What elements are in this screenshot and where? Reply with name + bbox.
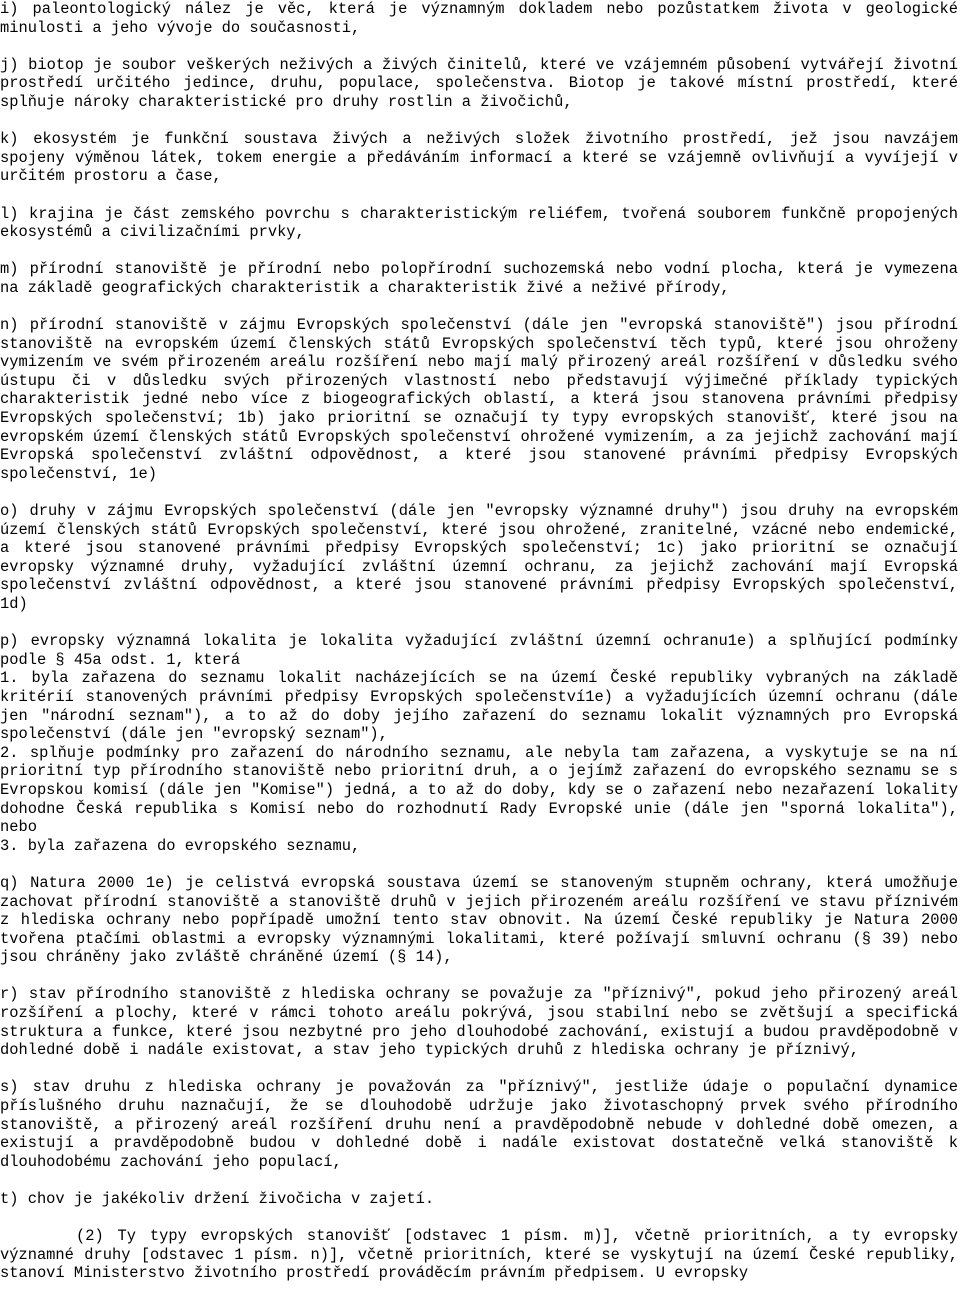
paragraph-s: s) stav druhu z hlediska ochrany je považován za "příznivý", jestliže údaje o populační dynamice příslušného druhu naznačují, že se dlouhodobě udržuje jako životaschopný prvek svého přírodního stanoviště, a přirozený areál rozšíření druhu není a pravděpodobně nebude v dohledné době omezen, a existují a pravděpodobně budou v dohledné době i nadále existovat dostatečně velká stanoviště k dlouhodobému zachování jeho populací, <box>0 1078 958 1171</box>
paragraph-gap <box>0 1171 958 1190</box>
paragraph-o: o) druhy v zájmu Evropských společenství (dále jen "evropsky významné druhy") jsou druhy na evropském území členských států Evropských společenství, které jsou ohrožené, zranitelné, vzácné nebo endemické, a které jsou stanovené právními předpisy Evropských společenství; 1c) jako prioritní se označují evropsky významné druhy, vyžadující zvláštní územní ochranu, za jejichž zachování mají Evropská společenství zvláštní odpovědnost, a které jsou stanovené právními předpisy Evropských společenství, 1d) <box>0 502 958 613</box>
paragraph-p-item-1: 1. byla zařazena do seznamu lokalit nacházejících se na území České republiky vybraných na základě kritérií stanovených právními předpisy Evropských společenství1e) a vyžadujících územní ochranu (dále jen "národní seznam"), a to až do doby jejího zařazení do seznamu lokalit významných pro Evropská společenství (dále jen "evropský seznam"), <box>0 669 958 744</box>
paragraph-p-item-2: 2. splňuje podmínky pro zařazení do národního seznamu, ale nebyla tam zařazena, a vyskytuje se na ní prioritní typ přírodního stanoviště nebo prioritní druh, a o jejímž zařazení do evropského seznamu se s Evropskou komisí (dále jen "Komise") jedná, a to až do doby, kdy se o zařazení nebo nezařazení lokality dohodne Česká republika s Komisí nebo do rozhodnutí Rady Evropské unie (dále jen "sporná lokalita"), nebo <box>0 743 958 837</box>
paragraph-gap <box>0 1209 958 1228</box>
paragraph-gap <box>0 614 958 633</box>
paragraph-gap <box>0 855 958 874</box>
paragraph-r: r) stav přírodního stanoviště z hlediska ochrany se považuje za "příznivý", pokud jeho přirozený areál rozšíření a plochy, které v rámci tohoto areálu pokrývá, jsou stabilní nebo se zvětšují a specifická struktura a funkce, které jsou nezbytné pro jeho dlouhodobé zachování, existují a budou pravděpodobně v dohledné době i nadále existovat, a stav jeho typických druhů z hlediska ochrany je příznivý, <box>0 985 958 1060</box>
paragraph-gap <box>0 967 958 986</box>
paragraph-l: l) krajina je část zemského povrchu s charakteristickým reliéfem, tvořená souborem funkčně propojených ekosystémů a civilizačními prvky, <box>0 204 958 242</box>
paragraph-k: k) ekosystém je funkční soustava živých a neživých složek životního prostředí, jež jsou navzájem spojeny výměnou látek, tokem energie a předáváním informací a které se vzájemně ovlivňují a vyvíjejí v určitém prostoru a čase, <box>0 130 958 186</box>
paragraph-n: n) přírodní stanoviště v zájmu Evropských společenství (dále jen "evropská stanoviště") jsou přírodní stanoviště na evropském území členských států Evropských společenství těch typů, které jsou ohroženy vymizením ve svém přirozeném areálu rozšíření nebo mají malý přirozený areál rozšíření v důsledku svého ústupu či v důsledku svých přirozených vlastností nebo představují výjimečné příklady typických charakteristik jedné nebo více z biogeografických oblastí, a která jsou stanovena právními předpisy Evropských společenství; 1b) jako prioritní se označují ty typy evropských stanovišť, které jsou na evropském území členských států Evropských společenství ohrožené vymizením, a za jejichž zachování mají Evropská společenství zvláštní odpovědnost, a které jsou stanovené právními předpisy Evropských společenství, 1e) <box>0 316 958 483</box>
paragraph-section-2: (2) Ty typy evropských stanovišť [odstavec 1 písm. m)], včetně prioritních, a ty evropsky významné druhy [odstavec 1 písm. n)], včetně prioritních, které se vyskytují na území České republiky, stanoví Ministerstvo životního prostředí prováděcím právním předpisem. U evropsky <box>0 1227 958 1283</box>
paragraph-gap <box>0 112 958 131</box>
paragraph-q: q) Natura 2000 1e) je celistvá evropská soustava území se stanoveným stupněm ochrany, která umožňuje zachovat přírodní stanoviště a stanoviště druhů v jejich přirozeném areálu rozšíření ve stavu příznivém z hlediska ochrany nebo popřípadě umožní tento stav obnovit. Na území České republiky je Natura 2000 tvořena ptačími oblastmi a evropsky významnými lokalitami, které požívají smluvní ochranu (§ 39) nebo jsou chráněny jako zvláště chráněné území (§ 14), <box>0 873 958 967</box>
paragraph-gap <box>0 242 958 261</box>
paragraph-i: i) paleontologický nález je věc, která je významným dokladem nebo pozůstatkem života v geologické minulosti a jeho vývoje do současnosti, <box>0 0 958 37</box>
paragraph-gap <box>0 298 958 317</box>
paragraph-j: j) biotop je soubor veškerých neživých a živých činitelů, které ve vzájemném působení vytvářejí životní prostředí určitého jedince, druhu, populace, společenstva. Biotop je takové místní prostředí, které splňuje nároky charakteristické pro druhy rostlin a živočichů, <box>0 55 958 111</box>
paragraph-gap <box>0 37 958 56</box>
paragraph-gap <box>0 1060 958 1079</box>
paragraph-p-item-3: 3. byla zařazena do evropského seznamu, <box>0 836 361 855</box>
paragraph-p: p) evropsky významná lokalita je lokalita vyžadující zvláštní územní ochranu1e) a splňující podmínky podle § 45a odst. 1, která <box>0 632 958 669</box>
paragraph-m: m) přírodní stanoviště je přírodní nebo polopřírodní suchozemská nebo vodní plocha, která je vymezena na základě geografických charakteristik a charakteristik živé a neživé přírody, <box>0 260 958 297</box>
paragraph-gap <box>0 186 958 205</box>
paragraph-gap <box>0 483 958 502</box>
paragraph-t: t) chov je jakékoliv držení živočicha v zajetí. <box>0 1190 435 1208</box>
